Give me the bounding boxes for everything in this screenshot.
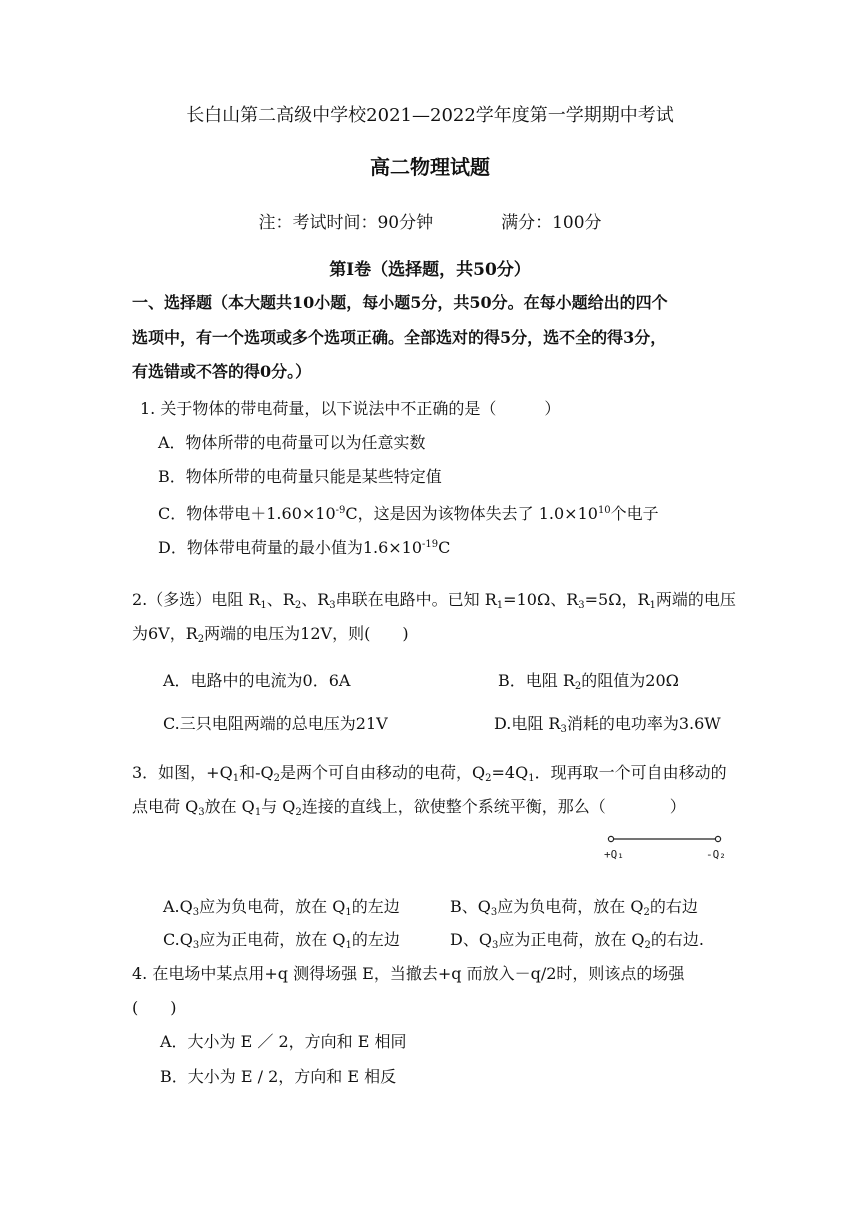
instructions-line-2: 选项中，有一个选项或多个选项正确。全部选对的得5分，选不全的得3分， bbox=[132, 328, 667, 347]
q1-option-d: D．物体带电荷量的最小值为$1.6\times 10^{-19}C$ bbox=[158, 538, 451, 557]
q4-stem-line-1: 4. 在电场中某点用+q 测得场强 E，当撤去+q 而放入－q/2时，则该点的场强 bbox=[132, 964, 685, 983]
exam-time: 注：考试时间：90分钟 bbox=[258, 213, 434, 233]
q3-stem-line-2: 点电荷 $Q_3$放在 $Q_1$与 $Q_2$连接的直线上，欲使整个系统平衡，那么（ ） bbox=[132, 797, 686, 818]
q2-option-b: B．电阻 $R_2$的阻值为20Ω bbox=[498, 671, 679, 692]
q2-stem-line-2: 为6V，$R_2$两端的电压为12V，则( ) bbox=[132, 624, 409, 645]
subject-title: 高二物理试题 bbox=[370, 155, 490, 179]
q4-stem-line-2: ( ) bbox=[132, 998, 177, 1017]
q1-stem: 1. 关于物体的带电荷量，以下说法中不正确的是（ ） bbox=[140, 399, 561, 418]
exam-note bbox=[0, 213, 860, 233]
q1-option-b: B．物体所带的电荷量只能是某些特定值 bbox=[158, 467, 442, 486]
q3-stem-line-1: 3．如图，$+Q_1$和$-Q_2$是两个可自由移动的电荷，$Q_2=4Q_1$．现再取一个可自由移动的 bbox=[132, 763, 727, 784]
q4-option-b: B．大小为 E / 2，方向和 E 相反 bbox=[160, 1067, 397, 1086]
q2-stem-line-1: 2.（多选）电阻 $R_1$、$R_2$、$R_3$串联在电路中。已知 $R_1=10\Omega$、$R_3=5\Omega$，$R_1$两端的电压 bbox=[132, 590, 736, 611]
q4-option-a: A．大小为 E ／ 2，方向和 E 相同 bbox=[160, 1032, 407, 1051]
q1-option-c: C．物体带电$+1.60\times 10^{-9}C$，这是因为该物体失去了 $1.0\times 10^{10}$个电子 bbox=[158, 504, 659, 523]
exam-score: 满分：100分 bbox=[501, 213, 602, 233]
q3-option-b: B、$Q_3$应为负电荷，放在 $Q_2$的右边 bbox=[450, 897, 698, 918]
q3-option-d: D、$Q_3$应为正电荷，放在 $Q_2$的右边. bbox=[450, 930, 705, 951]
q1-option-a: A．物体所带的电荷量可以为任意实数 bbox=[158, 433, 426, 452]
q2-option-a: A．电路中的电流为0．6A bbox=[163, 671, 351, 690]
school-title: 长白山第二高级中学校2021—2022学年度第一学期期中考试 bbox=[186, 105, 674, 126]
q2-option-c: C.三只电阻两端的总电压为21V bbox=[163, 714, 388, 733]
q3-option-c: $C.Q_3$应为正电荷，放在 $Q_1$的左边 bbox=[163, 930, 400, 951]
instructions-line-3: 有选错或不答的得0分。） bbox=[132, 362, 312, 381]
charge-q1-label: +Q₁ bbox=[604, 848, 624, 861]
charge-q2-label: -Q₂ bbox=[706, 848, 726, 861]
charge-q1-point bbox=[608, 836, 613, 841]
q2-option-d: D.电阻 $R_3$消耗的电功率为3.6W bbox=[494, 714, 721, 735]
instructions-line-1: 一、选择题（本大题共10小题，每小题5分，共50分。在每小题给出的四个 bbox=[132, 293, 668, 312]
q3-option-a: $A.Q_3$应为负电荷，放在 $Q_1$的左边 bbox=[163, 897, 400, 918]
section-title: 第Ⅰ卷（选择题，共50分） bbox=[329, 260, 531, 280]
charge-q2-point bbox=[715, 836, 720, 841]
charges-diagram bbox=[598, 828, 738, 868]
